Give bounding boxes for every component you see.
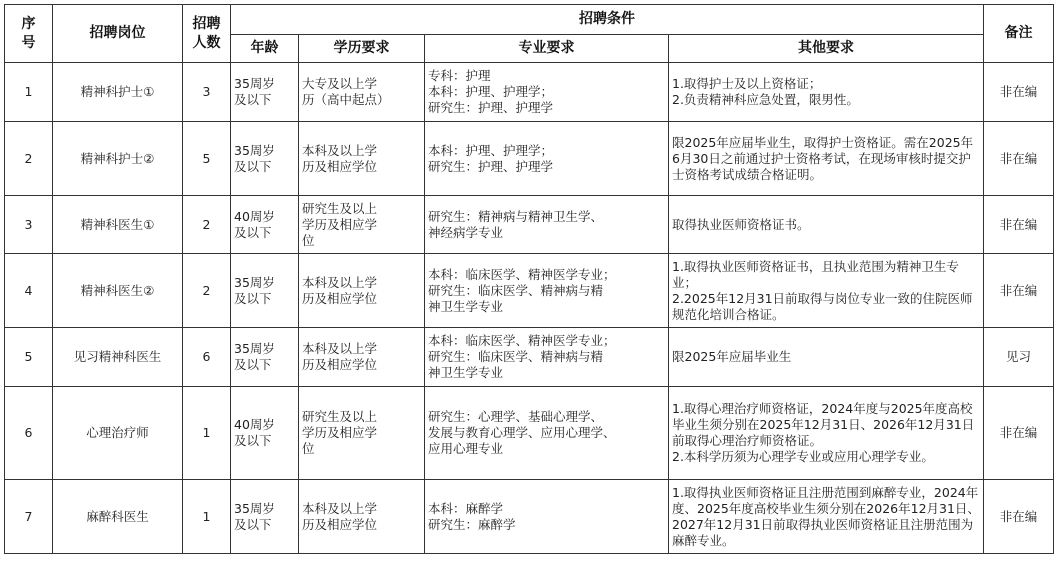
cell-other: 1.取得执业医师资格证且注册范围到麻醉专业，2024年度、2025年度高校毕业生须分别在2026年12月31日、2027年12月31日前取得执业医师资格证且注册范围为麻醉专业。 — [669, 480, 984, 554]
cell-remark: 非在编 — [984, 122, 1054, 196]
cell-age: 35周岁 及以下 — [231, 63, 299, 122]
cell-post: 精神科医生① — [53, 196, 183, 254]
cell-age: 35周岁 及以下 — [231, 480, 299, 554]
table-row — [5, 387, 1054, 480]
recruitment-table — [4, 4, 1054, 554]
cell-count: 6 — [183, 328, 231, 387]
cell-major: 本科：护理、护理学； 研究生：护理、护理学 — [425, 122, 669, 196]
cell-other: 限2025年应届毕业生 — [669, 328, 984, 387]
cell-other: 1.取得执业医师资格证书，且执业范围为精神卫生专业； 2.2025年12月31日前取得与岗位专业一致的住院医师规范化培训合格证。 — [669, 254, 984, 328]
cell-education: 研究生及以上 学历及相应学 位 — [299, 387, 425, 480]
cell-major: 研究生：心理学、基础心理学、 发展与教育心理学、应用心理学、 应用心理专业 — [425, 387, 669, 480]
table-row — [5, 122, 1054, 196]
cell-remark: 非在编 — [984, 63, 1054, 122]
cell-education: 研究生及以上 学历及相应学 位 — [299, 196, 425, 254]
header-count: 招聘 人数 — [183, 5, 231, 63]
cell-seq: 1 — [5, 63, 53, 122]
header-remark: 备注 — [984, 5, 1054, 63]
header-age: 年龄 — [231, 35, 299, 63]
cell-post: 精神科医生② — [53, 254, 183, 328]
header-post: 招聘岗位 — [53, 5, 183, 63]
cell-remark: 非在编 — [984, 254, 1054, 328]
cell-seq: 7 — [5, 480, 53, 554]
cell-other: 取得执业医师资格证书。 — [669, 196, 984, 254]
cell-remark: 见习 — [984, 328, 1054, 387]
cell-remark: 非在编 — [984, 387, 1054, 480]
cell-major: 本科：麻醉学 研究生：麻醉学 — [425, 480, 669, 554]
cell-education: 本科及以上学 历及相应学位 — [299, 328, 425, 387]
cell-age: 40周岁 及以下 — [231, 387, 299, 480]
cell-age: 35周岁 及以下 — [231, 122, 299, 196]
cell-post: 麻醉科医生 — [53, 480, 183, 554]
cell-count: 2 — [183, 196, 231, 254]
cell-education: 本科及以上学 历及相应学位 — [299, 122, 425, 196]
cell-post: 心理治疗师 — [53, 387, 183, 480]
cell-count: 1 — [183, 387, 231, 480]
cell-other: 1.取得心理治疗师资格证，2024年度与2025年度高校毕业生须分别在2025年12月31日、2026年12月31日前取得心理治疗师资格证。 2.本科学历须为心理学专业或应用心理学专业。 — [669, 387, 984, 480]
table-row — [5, 196, 1054, 254]
table-row — [5, 480, 1054, 554]
cell-seq: 2 — [5, 122, 53, 196]
header-other: 其他要求 — [669, 35, 984, 63]
cell-seq: 5 — [5, 328, 53, 387]
cell-count: 2 — [183, 254, 231, 328]
cell-post: 精神科护士① — [53, 63, 183, 122]
cell-age: 35周岁 及以下 — [231, 254, 299, 328]
cell-education: 大专及以上学 历（高中起点） — [299, 63, 425, 122]
header-seq: 序 号 — [5, 5, 53, 63]
cell-remark: 非在编 — [984, 196, 1054, 254]
cell-count: 1 — [183, 480, 231, 554]
cell-education: 本科及以上学 历及相应学位 — [299, 254, 425, 328]
cell-other: 限2025年应届毕业生，取得护士资格证。需在2025年6月30日之前通过护士资格考试，在现场审核时提交护士资格考试成绩合格证明。 — [669, 122, 984, 196]
cell-major: 研究生：精神病与精神卫生学、 神经病学专业 — [425, 196, 669, 254]
cell-seq: 6 — [5, 387, 53, 480]
table-row — [5, 254, 1054, 328]
cell-post: 精神科护士② — [53, 122, 183, 196]
header-conditions: 招聘条件 — [231, 5, 984, 35]
header-education: 学历要求 — [299, 35, 425, 63]
cell-seq: 3 — [5, 196, 53, 254]
cell-post: 见习精神科医生 — [53, 328, 183, 387]
cell-count: 5 — [183, 122, 231, 196]
cell-remark: 非在编 — [984, 480, 1054, 554]
cell-major: 本科：临床医学、精神医学专业； 研究生：临床医学、精神病与精 神卫生学专业 — [425, 328, 669, 387]
cell-age: 40周岁 及以下 — [231, 196, 299, 254]
table-row — [5, 328, 1054, 387]
cell-education: 本科及以上学 历及相应学位 — [299, 480, 425, 554]
cell-count: 3 — [183, 63, 231, 122]
table-row — [5, 63, 1054, 122]
cell-major: 专科：护理 本科：护理、护理学； 研究生：护理、护理学 — [425, 63, 669, 122]
cell-seq: 4 — [5, 254, 53, 328]
cell-other: 1.取得护士及以上资格证； 2.负责精神科应急处置，限男性。 — [669, 63, 984, 122]
cell-major: 本科：临床医学、精神医学专业； 研究生：临床医学、精神病与精 神卫生学专业 — [425, 254, 669, 328]
cell-age: 35周岁 及以下 — [231, 328, 299, 387]
header-major: 专业要求 — [425, 35, 669, 63]
